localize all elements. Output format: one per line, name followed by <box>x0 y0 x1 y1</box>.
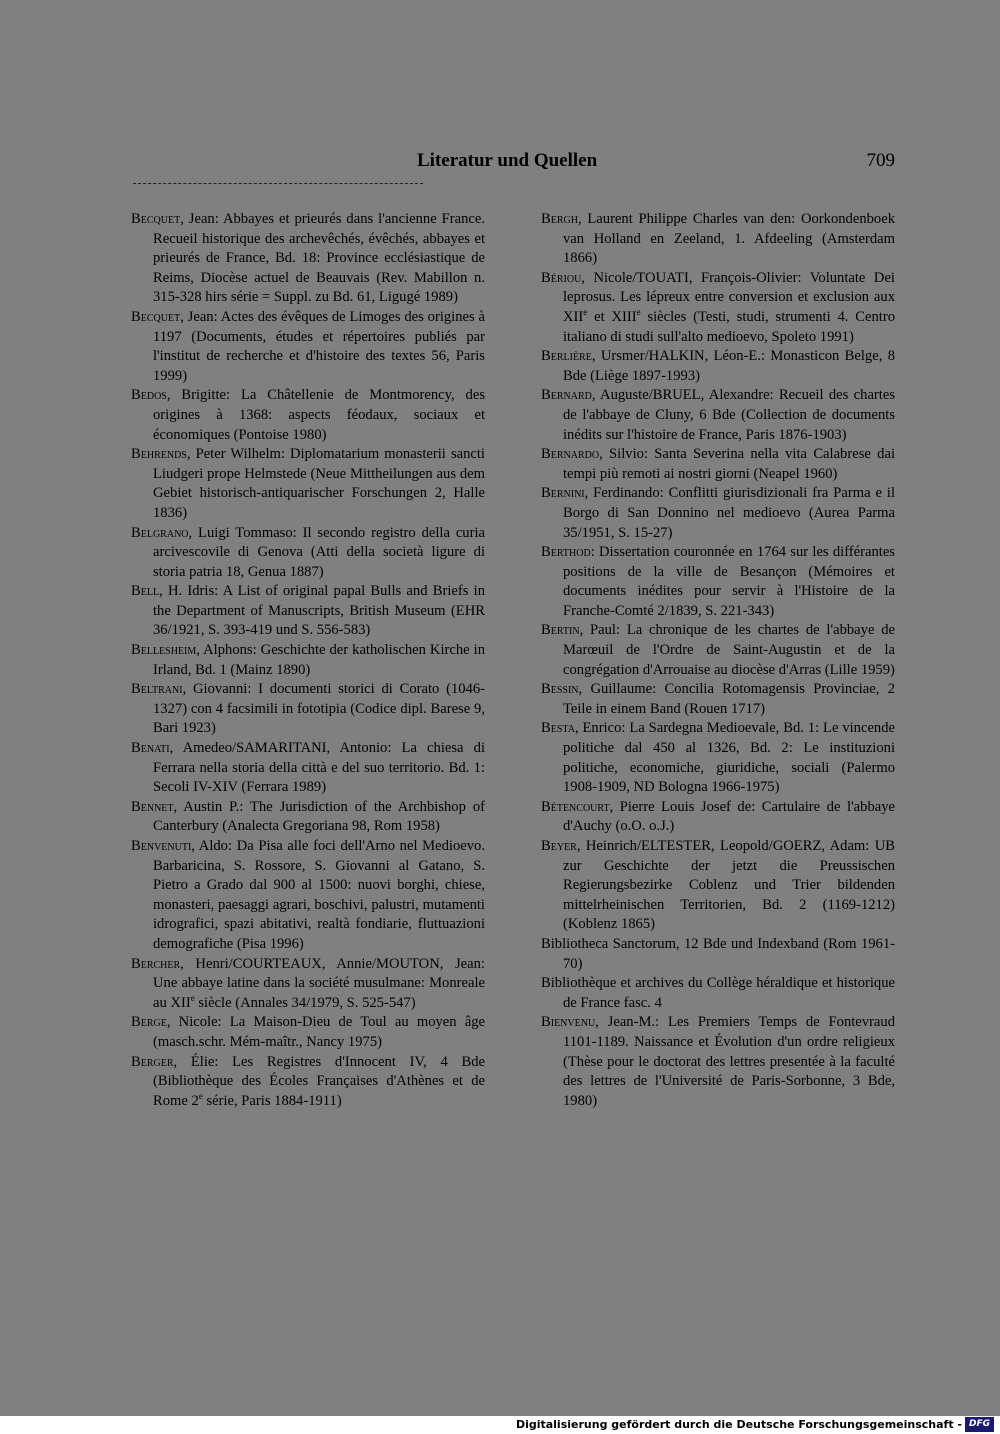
entry-author: Beyer <box>541 838 577 854</box>
bibliography-entry <box>131 582 485 641</box>
entry-author: Berthod <box>541 544 591 561</box>
entry-text: , Jean-M.: Les Premiers Temps de Fontevraud 1101-1189. Naissance et Évolution d'un ordre religieux (Thèse pour le doctorat des lettres presentée à la faculté des lettres de l'Université de Paris-Sorbonne, 3 Bde, 1980) <box>563 1014 895 1109</box>
entry-text: , Jean: Actes des évêques de Limoges des origines à 1197 (Documents, études et répertoires publiés par l'institut de recherche et d'histoire des textes 56, Paris 1999) <box>153 308 485 384</box>
left-column <box>131 210 485 1111</box>
entry-text: Bibliothèque et archives du Collège héraldique et historique de France fasc. 4 <box>541 975 895 1011</box>
entry-text: , Jean: Abbayes et prieurés dans l'ancienne France. Recueil historique des archevêchés, évêchés, abbayes et prieurés de France, Bd. 18: Province ecclésiastique de Reims, Diocèse actuel de Beauvais (Rev. Mabillon n. 315-328 hirs série = Suppl. zu Bd. 61, Ligugé 1989) <box>153 211 485 306</box>
entry-author: Bergh <box>541 211 578 227</box>
entry-author: Bernini <box>541 485 585 502</box>
bibliography-entry <box>541 347 895 386</box>
entry-author: Belgrano <box>131 524 189 541</box>
entry-author: Bériou <box>541 269 582 286</box>
bibliography-entry <box>131 641 485 680</box>
entry-text: , Pierre Louis Josef de: Cartulaire de l'abbaye d'Auchy (o.O. o.J.) <box>563 798 895 835</box>
entry-author: Benati <box>131 740 170 757</box>
entry-text: , Nicole: La Maison-Dieu de Toul au moyen âge (masch.schr. Mém-maîtr., Nancy 1975) <box>153 1014 485 1050</box>
bibliography-entry <box>541 680 895 719</box>
bibliography-entry <box>541 798 895 837</box>
entry-text: , Laurent Philippe Charles van den: Oorkondenboek van Holland en Zeeland, 1. Afdeeling (Amsterdam 1866) <box>563 211 895 267</box>
entry-text: , Silvio: Santa Severina nella vita Calabrese dai tempi più remoti ai nostri giorni (Neapel 1960) <box>563 446 895 482</box>
entry-author: Bétencourt <box>541 798 610 815</box>
bibliography-entry <box>131 680 485 739</box>
entry-superscript: e <box>636 307 641 318</box>
entry-text: Bibliotheca Sanctorum, 12 Bde und Indexband (Rom 1961-70) <box>541 935 895 972</box>
bibliography-entry <box>541 935 895 974</box>
entry-text: , Luigi Tommaso: Il secondo registro della curia arcivescovile di Genova (Atti della società ligure di storia patria 18, Genua 1887) <box>153 524 485 580</box>
entry-text: , Henri/COURTEAUX, Annie/MOUTON, Jean: Une abbaye latine dans la société musulmane: Monreale au XII <box>153 955 485 1011</box>
entry-author: Bienvenu <box>541 1014 596 1031</box>
entry-text: , Guillaume: Concilia Rotomagensis Provinciae, 2 Teile in einem Band (Rouen 1717) <box>563 681 895 717</box>
entry-text: , Brigitte: La Châtellenie de Montmorency, des origines à 1368: aspects féodaux, sociaux et économiques (Pontoise 1980) <box>153 387 485 443</box>
entry-text: siècle (Annales 34/1979, S. 525-547) <box>194 994 416 1011</box>
bibliography-entry <box>131 1053 485 1112</box>
entry-text: , Nicole/TOUATI, François-Olivier: Voluntate Dei leprosus. Les lépreux entre conversion et exclusion aux XII <box>563 269 895 325</box>
entry-text: , Peter Wilhelm: Diplomatarium monasterii sancti Liudgeri prope Helmstede (Neue Mittheilungen aus dem Gebiet historisch-antiquarischer Forschungen 2, Halle 1836) <box>153 446 485 521</box>
bibliography-entry <box>131 445 485 523</box>
entry-author: Behrends <box>131 446 187 463</box>
bibliography-entry <box>541 974 895 1013</box>
header-rule <box>133 183 423 184</box>
entry-text: , Ursmer/HALKIN, Léon-E.: Monasticon Belge, 8 Bde (Liège 1897-1993) <box>563 348 895 384</box>
footer-bar <box>0 1416 1000 1434</box>
entry-author: Becquet <box>131 308 181 325</box>
entry-text: et XIII <box>587 308 637 325</box>
funding-notice: Digitalisierung gefördert durch die Deutsche Forschungsgemeinschaft - <box>515 1418 962 1431</box>
entry-author: Besta <box>541 720 575 737</box>
entry-text: , Élie: Les Registres d'Innocent IV, 4 Bde (Bibliothèque des Écoles Françaises d'Athènes et de Rome 2 <box>153 1053 485 1109</box>
bibliography-entry <box>131 739 485 798</box>
bibliography-entry <box>541 386 895 445</box>
entry-text: , Auguste/BRUEL, Alexandre: Recueil des chartes de l'abbaye de Cluny, 6 Bde (Collection de documents inédits sur l'histoire de France, Paris 1876-1903) <box>563 387 895 443</box>
bibliography-entry <box>131 837 485 955</box>
page-number: 709 <box>866 150 895 171</box>
entry-author: Bertin <box>541 622 580 639</box>
bibliography-entry <box>541 543 895 621</box>
entry-superscript: e <box>198 1090 203 1101</box>
bibliography-entry <box>541 719 895 797</box>
bibliography-entry <box>541 1013 895 1111</box>
bibliography-entry <box>131 1013 485 1052</box>
entry-author: Berlière <box>541 348 592 365</box>
bibliography-entry <box>131 798 485 837</box>
entry-author: Bessin <box>541 681 579 698</box>
entry-author: Berge <box>131 1014 167 1031</box>
entry-author: Bell <box>131 583 160 600</box>
entry-text: , Ferdinando: Conflitti giurisdizionali fra Parma e il Borgo di San Donnino nel medioevo (Aurea Parma 35/1951, S. 15-27) <box>563 485 895 541</box>
page-header <box>130 150 895 174</box>
entry-author: Bedos <box>131 387 167 404</box>
entry-superscript: e <box>190 992 195 1003</box>
entry-author: Benvenuti <box>131 838 192 854</box>
entry-text: : Dissertation couronnée en 1764 sur les différantes positions de la ville de Besançon (Mémoires et documents inédites pour servir à l'Histoire de la Franche-Comté 2/1839, S. 221-343) <box>563 544 895 619</box>
bibliography-entry <box>541 210 895 269</box>
bibliography-entry <box>131 955 485 1014</box>
right-column <box>541 210 895 1111</box>
entry-author: Bernardo <box>541 446 600 463</box>
entry-text: , Amedeo/SAMARITANI, Antonio: La chiesa di Ferrara nella storia della città e del suo territorio. Bd. 1: Secoli IV-XIV (Ferrara 1989) <box>153 740 485 796</box>
bibliography-entry <box>131 524 485 583</box>
entry-text: siècles (Testi, studi, strumenti 4. Centro italiano di studi sull'alto medioevo, Spoleto 1991) <box>563 308 895 345</box>
entry-text: , Alphons: Geschichte der katholischen Kirche in Irland, Bd. 1 (Mainz 1890) <box>153 642 485 678</box>
entry-text: série, Paris 1884-1911) <box>202 1092 342 1109</box>
running-title: Literatur und Quellen <box>417 150 598 171</box>
dfg-logo: DFG <box>965 1417 994 1432</box>
bibliography-entry <box>541 621 895 680</box>
entry-author: Bernard <box>541 387 592 404</box>
entry-text: , Heinrich/ELTESTER, Leopold/GOERZ, Adam: UB zur Geschichte der jetzt die Preussischen Regierungsbezirke Coblenz und Trier bildenden mittelrheinischen Territorien, Bd. 2 (1169-1212) (Koblenz 1865) <box>563 838 895 933</box>
entry-author: Becquet <box>131 211 181 227</box>
entry-superscript: e <box>583 307 588 318</box>
entry-author: Beltrani <box>131 681 183 698</box>
entry-text: , Aldo: Da Pisa alle foci dell'Arno nel Medioevo. Barbaricina, S. Rossore, S. Giovanni al Gatano, S. Pietro a Grado dal 900 al 1500: nuovi borghi, chiese, monasteri, paesaggi agrari, boschivi, palustri, mutamenti idrografici, spazi abitativi, realtà fondiarie, fluttuazioni demografiche (Pisa 1996) <box>153 838 485 952</box>
entry-author: Bercher <box>131 955 181 972</box>
entry-text: , Paul: La chronique de les chartes de l'abbaye de Marœuil de l'Ordre de Saint-Augustin et de la congrégation d'Arrouaise au diocèse d'Arras (Lille 1959) <box>563 622 895 678</box>
bibliography-entry <box>541 837 895 935</box>
bibliography-entry <box>541 445 895 484</box>
bibliography-entry <box>541 269 895 347</box>
bibliography-entry <box>131 308 485 386</box>
entry-text: , Austin P.: The Jurisdiction of the Archbishop of Canterbury (Analecta Gregoriana 98, Rom 1958) <box>153 798 485 835</box>
bibliography-entry <box>131 210 485 308</box>
entry-author: Bellesheim <box>131 642 197 659</box>
entry-text: , Giovanni: I documenti storici di Corato (1046-1327) con 4 facsimili in fototipia (Codice dipl. Barese 9, Bari 1923) <box>153 681 485 737</box>
entry-text: , Enrico: La Sardegna Medioevale, Bd. 1: Le vincende politiche dal 450 al 1326, Bd. 2: Le instituzioni politiche, economiche, giuridiche, sociali (Palermo 1908-1909, ND Bologna 1966-1975) <box>563 720 895 796</box>
entry-text: , H. Idris: A List of original papal Bulls and Briefs in the Department of Manuscripts, British Museum (EHR 36/1921, S. 393-419 und S. 556-583) <box>153 583 485 639</box>
bibliography-entry <box>541 484 895 543</box>
entry-author: Berger <box>131 1053 174 1070</box>
entry-author: Bennet <box>131 798 174 815</box>
bibliography-entry <box>131 386 485 445</box>
